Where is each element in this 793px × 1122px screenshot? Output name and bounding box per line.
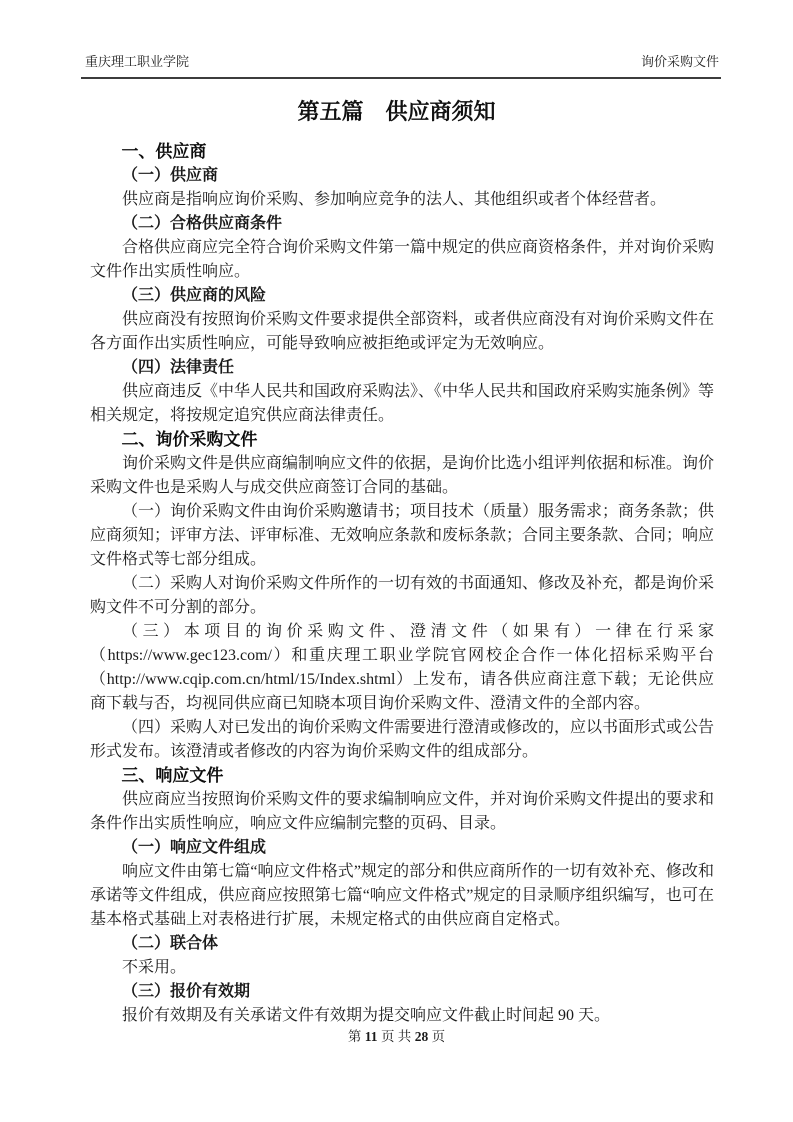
section-heading: 二、询价采购文件 — [121, 430, 258, 449]
paragraph: 响应文件由第七篇“响应文件格式”规定的部分和供应商所作的一切有效补充、修改和承诺等文件组成，供应商应按照第七篇“响应文件格式”规定的目录顺序组织编写，也可在基本格式基础上对表格进行扩展，未规定格式的由供应商自定格式。 — [90, 863, 714, 928]
section-heading: 三、响应文件 — [121, 766, 224, 785]
subsection-heading: （四）法律责任 — [122, 359, 235, 376]
paragraph-text: （三）本项目的询价采购文件、澄清文件（如果有）一律在行采家 — [122, 623, 714, 640]
header-right-label: 询价采购文件 — [640, 54, 719, 69]
page-number-current: 11 — [364, 1029, 378, 1044]
page-number-total: 28 — [414, 1029, 429, 1044]
paragraph: （四）采购人对已发出的询价采购文件需要进行澄清或修改的，应以书面形式或公告形式发布。该澄清或者修改的内容为询价采购文件的组成部分。 — [90, 719, 715, 760]
footer-label: 页 — [431, 1029, 446, 1044]
footer-label: 页 共 — [380, 1029, 412, 1044]
subsection-heading: （三）报价有效期 — [122, 983, 251, 1000]
subsection-heading: （一）响应文件组成 — [122, 839, 267, 856]
document-body — [90, 140, 714, 1028]
paragraph: （一）询价采购文件由询价采购邀请书；项目技术（质量）服务需求；商务条款；供应商须知；评审方法、评审标准、无效响应条款和废标条款；合同主要条款、合同；响应文件格式等七部分组成。 — [90, 503, 715, 568]
subsection-heading: （二）联合体 — [122, 935, 219, 952]
paragraph: 报价有效期及有关承诺文件有效期为提交响应文件截止时间起 90 天。 — [122, 1007, 611, 1024]
paragraph: 不采用。 — [122, 959, 187, 976]
paragraph-text: 和重庆理工职业学院官网校企合作一体化招标采购平台 — [291, 647, 714, 664]
footer-label: 第 — [347, 1029, 362, 1044]
url-text: （https://www.gec123.com/） — [90, 647, 292, 664]
section-heading: 一、供应商 — [121, 142, 207, 161]
url-text: （http://www.cqip.com.cn/html/15/Index.shtml） — [90, 671, 414, 688]
subsection-heading: （三）供应商的风险 — [122, 287, 267, 304]
paragraph: 询价采购文件是供应商编制响应文件的依据，是询价比选小组评判依据和标准。询价采购文件也是采购人与成交供应商签订合同的基础。 — [90, 455, 715, 496]
subsection-heading: （一）供应商 — [122, 167, 219, 184]
page-title: 第五篇 供应商须知 — [297, 99, 496, 124]
header-left-label: 重庆理工职业学院 — [85, 54, 190, 69]
paragraph: 供应商没有按照询价采购文件要求提供全部资料，或者供应商没有对询价采购文件在各方面作出实质性响应，可能导致响应被拒绝或评定为无效响应。 — [90, 311, 715, 352]
paragraph — [90, 620, 714, 716]
paragraph: 供应商应当按照询价采购文件的要求编制响应文件，并对询价采购文件提出的要求和条件作出实质性响应，响应文件应编制完整的页码、目录。 — [90, 791, 715, 832]
page-footer — [0, 1028, 793, 1046]
subsection-heading: （二）合格供应商条件 — [122, 215, 283, 232]
page-header — [81, 53, 721, 79]
paragraph-text: 上发布，请各供应商注意下载；无论供应商下载与否，均视同供应商已知晓本项目询价采购文件、澄清文件的全部内容。 — [90, 671, 714, 712]
paragraph: 供应商是指响应询价采购、参加响应竞争的法人、其他组织或者个体经营者。 — [122, 191, 667, 208]
paragraph: 供应商违反《中华人民共和国政府采购法》、《中华人民共和国政府采购实施条例》等相关规定，将按规定追究供应商法律责任。 — [90, 383, 715, 424]
paragraph: 合格供应商应完全符合询价采购文件第一篇中规定的供应商资格条件，并对询价采购文件作出实质性响应。 — [90, 239, 715, 280]
paragraph: （二）采购人对询价采购文件所作的一切有效的书面通知、修改及补充，都是询价采购文件不可分割的部分。 — [90, 575, 715, 616]
